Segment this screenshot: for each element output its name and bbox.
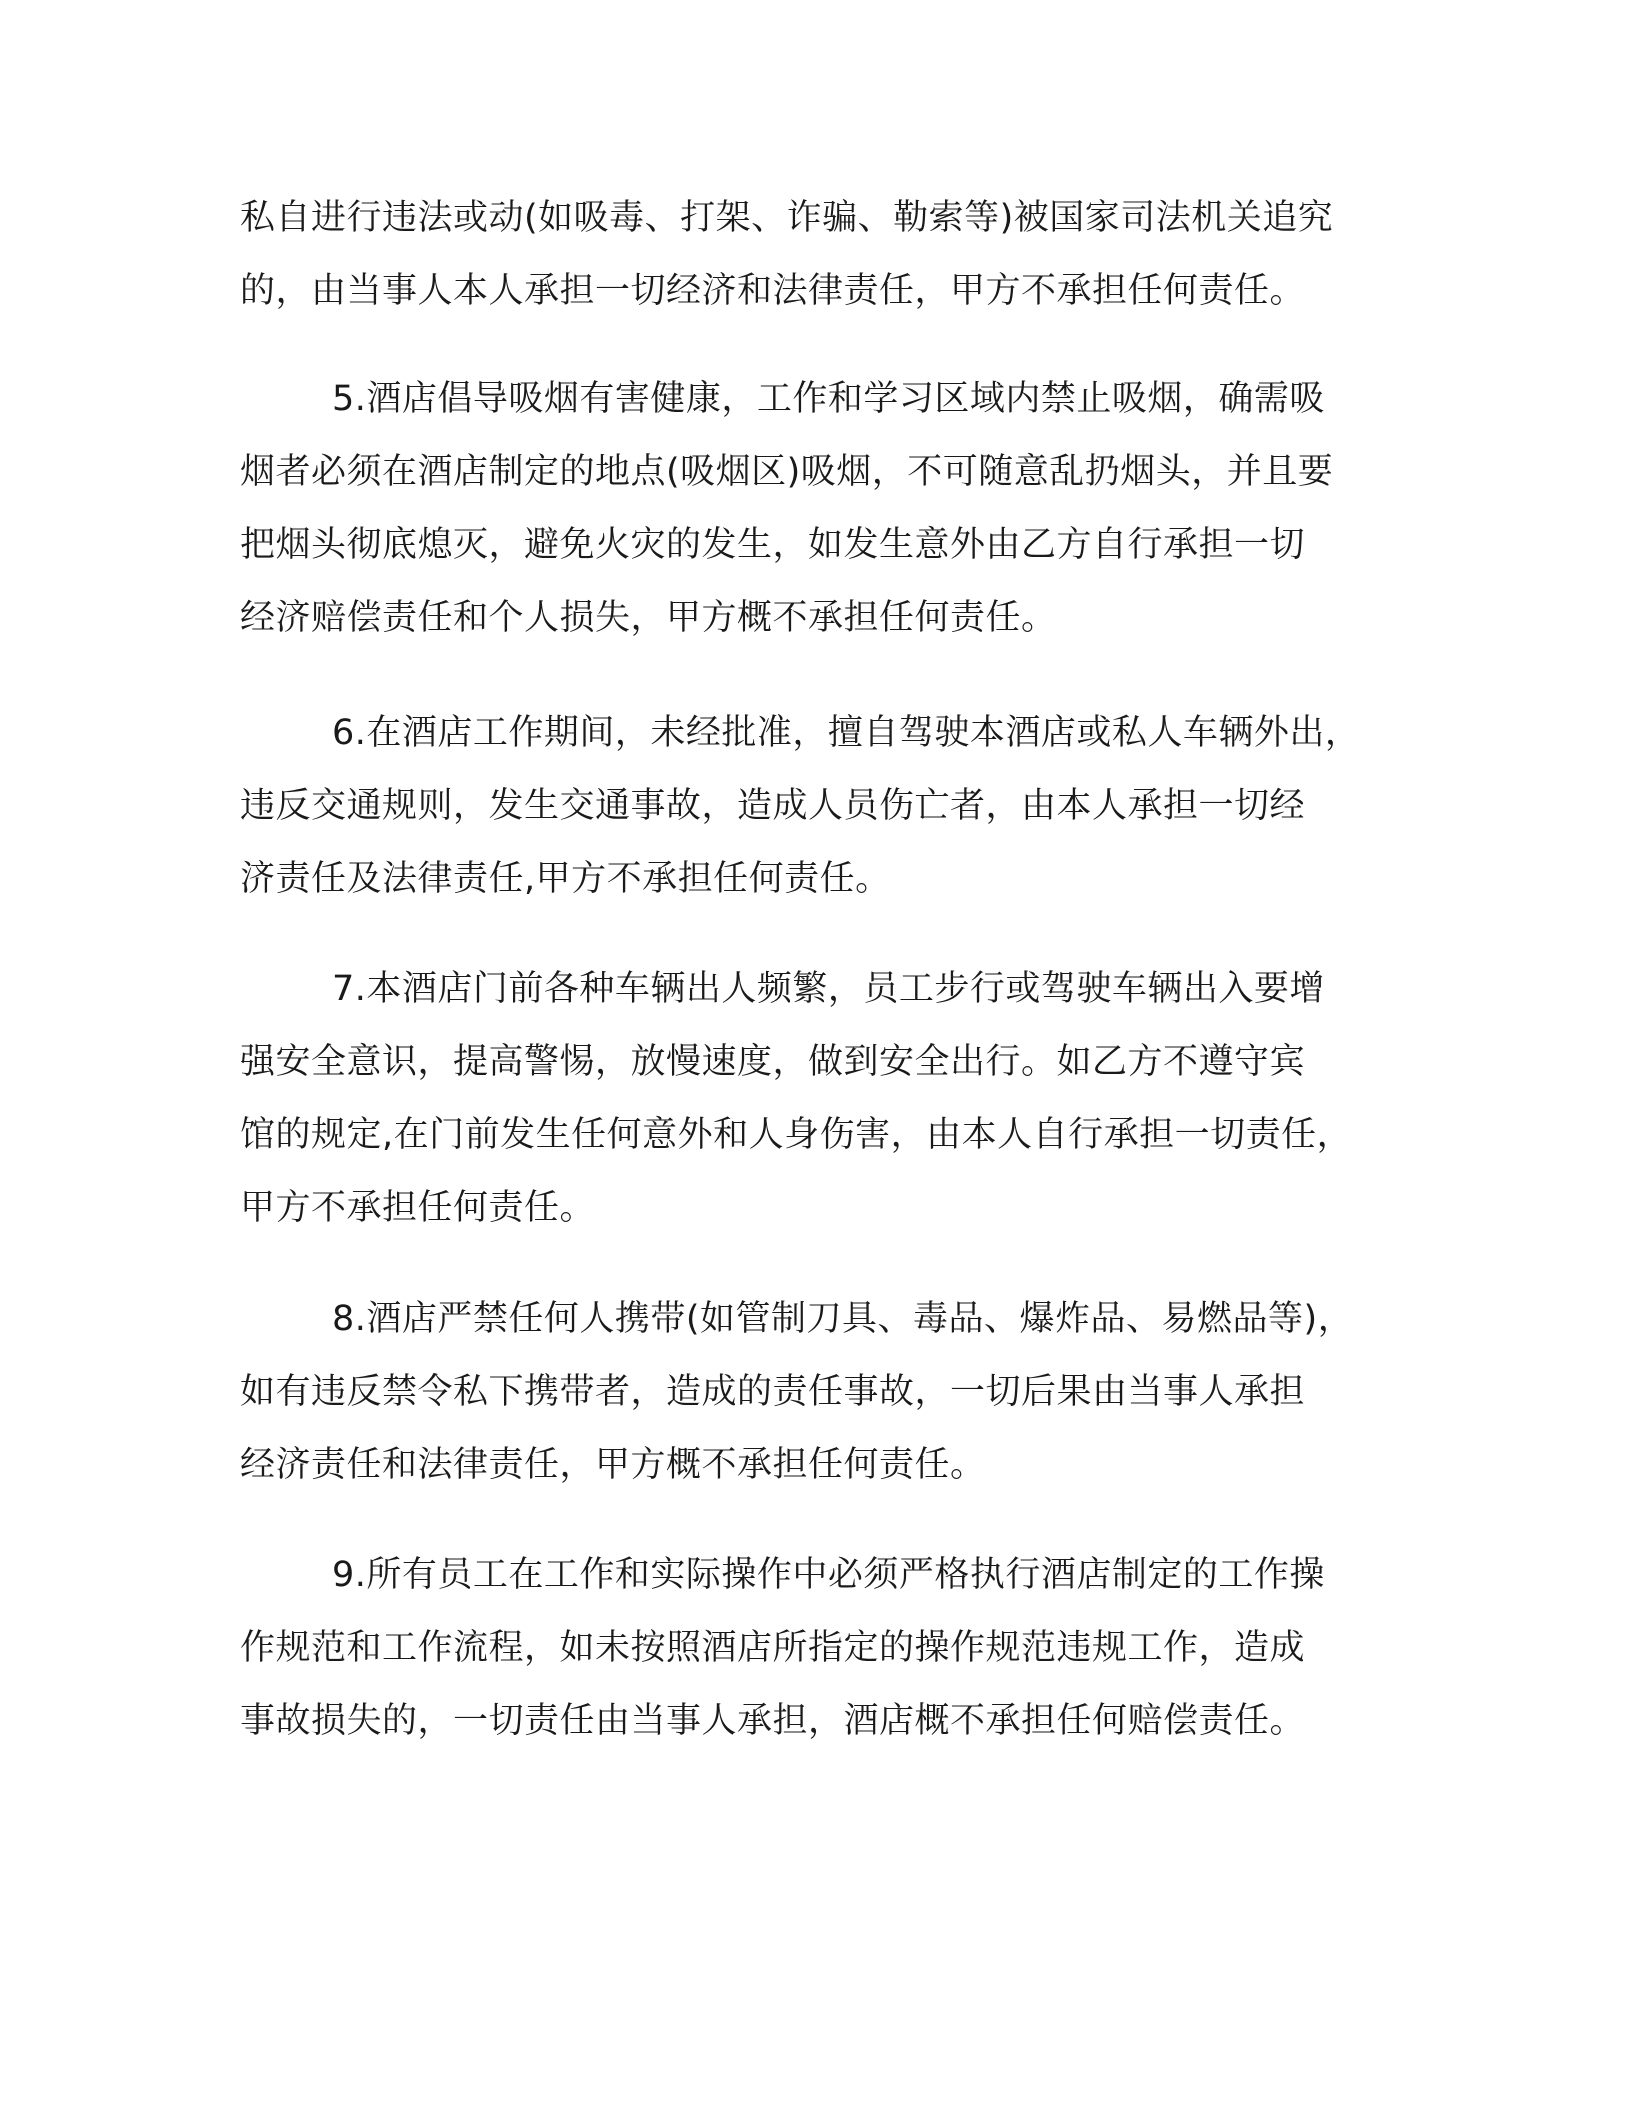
text-line: 经济责任和法律责任，甲方概不承担任何责任。	[240, 1445, 986, 1485]
text-line: 的，由当事人本人承担一切经济和法律责任，甲方不承担任何责任。	[240, 271, 1306, 311]
clause-8-start: 8.酒店严禁任何人携带(如管制刀具、毒品、爆炸品、易燃品等)，	[332, 1299, 1354, 1339]
clause-9-start: 9.所有员工在工作和实际操作中必须严格执行酒店制定的工作操	[332, 1555, 1325, 1595]
text-line: 作规范和工作流程，如未按照酒店所指定的操作规范违规工作，造成	[240, 1628, 1306, 1668]
text-line: 馆的规定,在门前发生任何意外和人身伤害，由本人自行承担一切责任，	[240, 1115, 1353, 1155]
clause-5-start: 5.酒店倡导吸烟有害健康，工作和学习区域内禁止吸烟，确需吸	[332, 379, 1325, 419]
clause-6-start: 6.在酒店工作期间，未经批准，擅自驾驶本酒店或私人车辆外出，	[332, 713, 1361, 753]
clause-7-start: 7.本酒店门前各种车辆出人频繁，员工步行或驾驶车辆出入要增	[332, 969, 1325, 1009]
text-line: 甲方不承担任何责任。	[240, 1188, 596, 1228]
text-line: 违反交通规则，发生交通事故，造成人员伤亡者，由本人承担一切经	[240, 786, 1306, 826]
text-line: 烟者必须在酒店制定的地点(吸烟区)吸烟，不可随意乱扔烟头，并且要	[240, 452, 1334, 492]
text-line: 济责任及法律责任,甲方不承担任何责任。	[240, 859, 891, 899]
text-line: 强安全意识，提高警惕，放慢速度，做到安全出行。如乙方不遵守宾	[240, 1042, 1306, 1082]
text-line: 私自进行违法或动(如吸毒、打架、诈骗、勒索等)被国家司法机关追究	[240, 198, 1334, 238]
text-line: 把烟头彻底熄灭，避免火灾的发生，如发生意外由乙方自行承担一切	[240, 525, 1306, 565]
text-line: 事故损失的，一切责任由当事人承担，酒店概不承担任何赔偿责任。	[240, 1701, 1306, 1741]
text-line: 如有违反禁令私下携带者，造成的责任事故，一切后果由当事人承担	[240, 1372, 1306, 1412]
text-line: 经济赔偿责任和个人损失，甲方概不承担任何责任。	[240, 598, 1057, 638]
